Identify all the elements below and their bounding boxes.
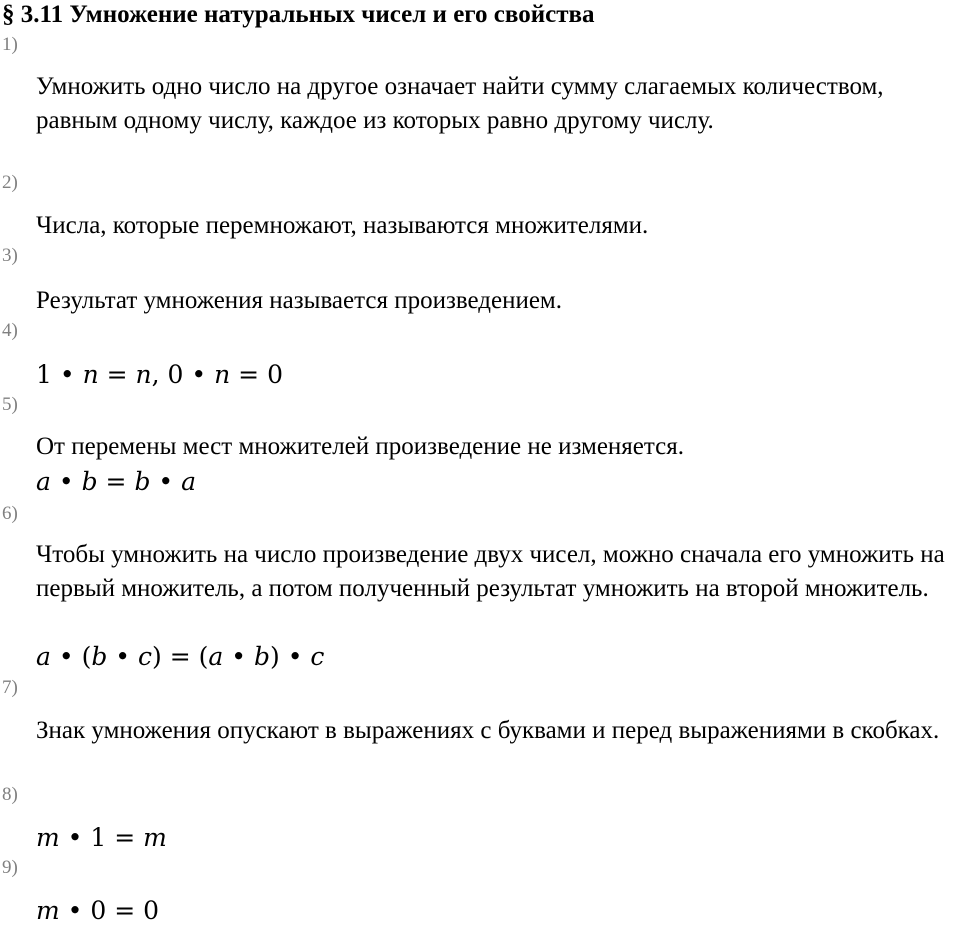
item-number-1: 1) <box>2 34 18 55</box>
item-formula-6: a • (b • c) = (a • b) • c <box>36 642 325 671</box>
item-number-8: 8) <box>2 784 18 805</box>
item-number-3: 3) <box>2 245 18 266</box>
page-title: § 3.11 Умножение натуральных чисел и его свойства <box>2 1 595 28</box>
item-number-9: 9) <box>2 857 18 878</box>
item-text-3: Результат умножения называется произведением. <box>36 287 562 314</box>
item-number-5: 5) <box>2 394 18 415</box>
item-text-5: От перемены мест множителей произведение не изменяется. <box>36 433 684 460</box>
item-text-6: Чтобы умножить на число произведение двух чисел, можно сначала его умножить на первый множитель, а потом полученный результат умножить на второй множитель. <box>36 541 945 602</box>
item-text-2: Числа, которые перемножают, называются множителями. <box>36 212 649 239</box>
item-formula-4: 1 • n = n, 0 • n = 0 <box>36 360 283 389</box>
item-formula-8: m • 1 = m <box>36 823 167 852</box>
item-formula-9: m • 0 = 0 <box>36 896 160 925</box>
item-formula-5: a • b = b • a <box>36 467 197 496</box>
item-text-1: Умножить одно число на другое означает найти сумму слагаемых количеством, равным одному числу, каждое из которых равно другому числу. <box>36 73 884 134</box>
item-text-7: Знак умножения опускают в выражениях с буквами и перед выражениями в скобках. <box>36 717 940 744</box>
item-number-4: 4) <box>2 320 18 341</box>
item-number-7: 7) <box>2 677 18 698</box>
item-number-6: 6) <box>2 503 18 524</box>
item-number-2: 2) <box>2 172 18 193</box>
